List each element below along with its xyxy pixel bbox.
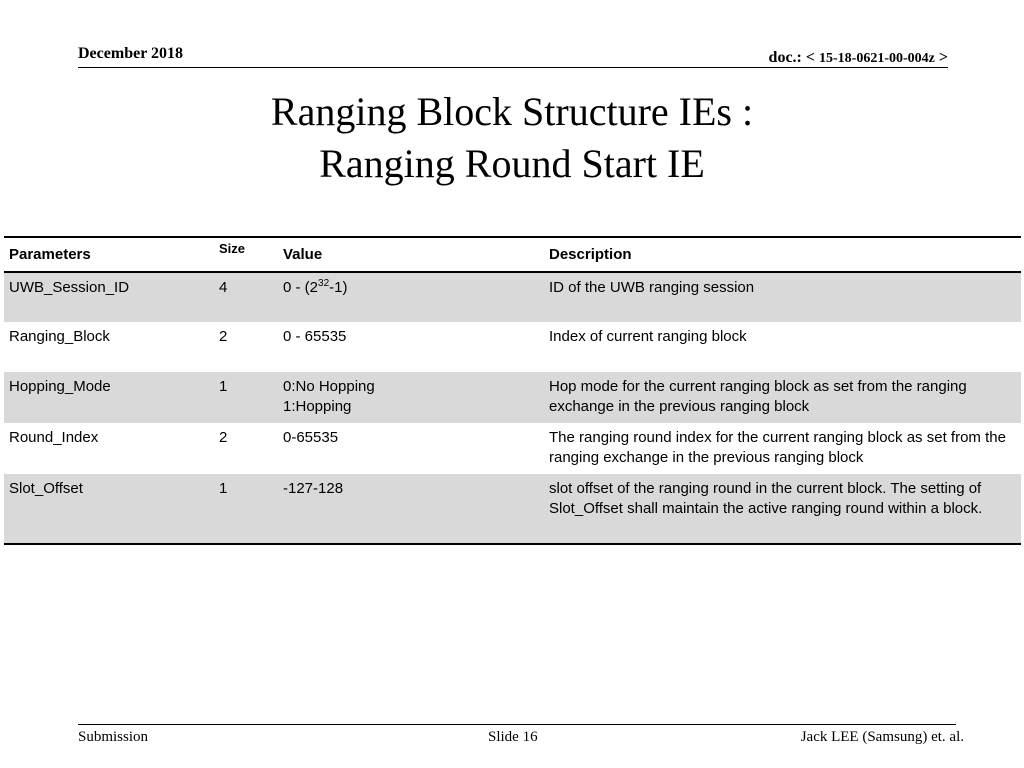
footer-slide-number: Slide 16 [488, 729, 538, 745]
cell-parameter: Round_Index [9, 429, 99, 446]
table-row [4, 272, 1021, 322]
table-row [4, 372, 1021, 423]
table-row [4, 322, 1021, 372]
cell-value [278, 272, 544, 322]
value-exponent: 32 [318, 278, 330, 289]
title-line-1: Ranging Block Structure IEs : [270, 89, 754, 134]
cell-size: 2 [219, 328, 228, 345]
cell-parameter: Hopping_Mode [4, 372, 214, 423]
table-header-row [4, 237, 1021, 272]
doc-label: doc.: < [768, 49, 815, 66]
cell-parameter: Ranging_Block [9, 328, 110, 345]
cell-value: 0 - 65535 [283, 328, 347, 345]
cell-value: 0-65535 [283, 429, 339, 446]
title-line-2: Ranging Round Start IE [319, 141, 705, 186]
value-suffix: -1) [329, 279, 348, 296]
cell-size: 1 [214, 474, 278, 544]
cell-description: Hop mode for the current ranging block as set from the ranging exchange in the previous ranging block [544, 372, 1021, 423]
cell-description: Index of current ranging block [549, 328, 747, 345]
col-header-value: Value [283, 245, 323, 263]
value-base: 0 - (2 [283, 279, 319, 296]
header-doc-id [769, 49, 948, 67]
cell-value: -127-128 [278, 474, 544, 544]
cell-parameter: Slot_Offset [4, 474, 214, 544]
col-header-parameters: Parameters [9, 245, 91, 263]
footer-author: Jack LEE (Samsung) et. al. [800, 729, 964, 745]
cell-size: 2 [219, 429, 228, 446]
cell-parameter: UWB_Session_ID [4, 272, 214, 322]
doc-number: 15-18-0621-00-004z [819, 51, 935, 66]
header-divider [78, 67, 948, 68]
cell-description: ID of the UWB ranging session [544, 272, 1021, 322]
col-header-size: Size [219, 241, 246, 256]
doc-close: > [938, 49, 948, 66]
cell-size: 1 [214, 372, 278, 423]
footer-submission: Submission [78, 729, 149, 745]
header-date: December 2018 [78, 45, 183, 62]
cell-size: 4 [214, 272, 278, 322]
cell-value [278, 372, 544, 423]
cell-description: slot offset of the ranging round in the current block. The setting of Slot_Offset shall maintain the active ranging round within a block. [544, 474, 1021, 544]
col-header-description: Description [549, 245, 632, 263]
value-line: 1:Hopping [283, 398, 352, 415]
slide-title [0, 86, 1024, 190]
footer-divider [78, 724, 956, 725]
cell-description: The ranging round index for the current ranging block as set from the ranging exchange in the previous ranging block [549, 429, 1006, 466]
ie-parameter-table [4, 236, 1021, 545]
table-row [4, 423, 1021, 474]
value-line: 0:No Hopping [283, 378, 375, 395]
table-row [4, 474, 1021, 544]
